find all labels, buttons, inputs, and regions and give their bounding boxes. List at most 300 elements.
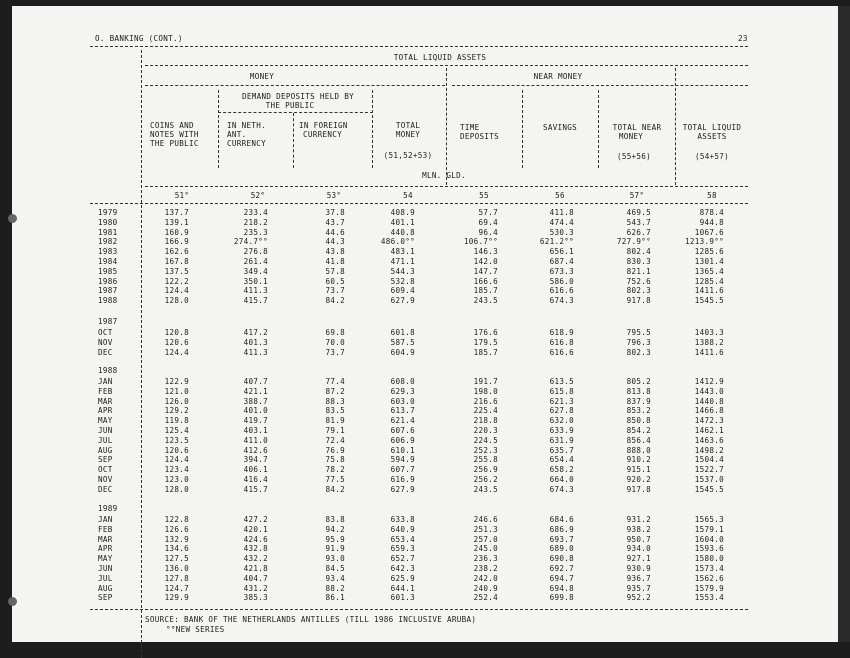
table-cell: 604.9 [390, 347, 415, 357]
rule [90, 46, 748, 47]
table-cell: 618.9 [549, 328, 574, 337]
table-cell: 106.7°° [463, 237, 498, 247]
header-time-deposits: DEPOSITS [460, 132, 499, 141]
table-cell: 601.8 [390, 328, 415, 337]
table-cell: 1440.8 [694, 396, 724, 406]
table-cell: 240.9 [473, 583, 498, 593]
table-cell: 246.6 [473, 515, 498, 524]
table-cell: 69.4 [478, 217, 498, 227]
table-cell: 1562.6 [694, 573, 724, 583]
table-cell: 633.9 [549, 426, 574, 435]
table-cell: 613.5 [549, 377, 574, 386]
table-cell: 125.4 [164, 426, 189, 435]
header-money: MONEY [249, 72, 275, 81]
table-cell: 821.1 [626, 266, 651, 276]
table-cell: 243.5 [473, 296, 498, 306]
header-total-near-money: MONEY [618, 132, 644, 141]
column-rule [598, 90, 599, 168]
table-cell: 256.9 [473, 465, 498, 475]
row-label: 1984 [98, 257, 118, 266]
table-cell: 120.6 [164, 337, 189, 347]
table-cell: 122.9 [164, 377, 189, 386]
table-cell: 1565.3 [694, 515, 724, 524]
table-cell: 1411.6 [694, 347, 724, 357]
table-cell: 124.4 [164, 286, 189, 296]
row-label: MAY [98, 554, 113, 564]
page-number: 23 [738, 34, 748, 43]
row-label: DEC [98, 347, 113, 357]
header-total-money: MONEY [395, 130, 421, 139]
column-code: 57° [629, 191, 645, 200]
table-cell: 256.2 [473, 475, 498, 484]
binding-edge [838, 6, 850, 642]
table-cell: 412.6 [243, 445, 268, 455]
table-cell: 238.2 [473, 564, 498, 573]
table-cell: 261.4 [243, 257, 268, 266]
table-cell: 931.2 [626, 515, 651, 524]
header-total-money-formula: (51,52+53) [383, 151, 433, 160]
column-code: 53° [326, 191, 342, 200]
table-cell: 1545.5 [694, 296, 724, 306]
row-label: 1983 [98, 247, 118, 257]
rule [90, 609, 748, 610]
table-cell: 950.7 [626, 534, 651, 544]
binder-hole [8, 597, 17, 606]
table-cell: 938.2 [626, 524, 651, 534]
table-cell: 160.9 [164, 227, 189, 237]
table-cell: 236.3 [473, 554, 498, 564]
section-title: O. BANKING (CONT.) [95, 34, 183, 43]
rule [452, 85, 748, 86]
table-cell: 699.8 [549, 593, 574, 603]
table-cell: 411.8 [549, 208, 574, 217]
row-label: JAN [98, 515, 113, 524]
table-cell: 407.7 [243, 377, 268, 386]
table-cell: 421.8 [243, 564, 268, 573]
table-cell: 1411.6 [694, 286, 724, 296]
table-cell: 802.4 [626, 247, 651, 257]
table-cell: 185.7 [473, 286, 498, 296]
row-label: OCT [98, 328, 113, 337]
table-cell: 934.0 [626, 544, 651, 554]
table-cell: 93.0 [325, 554, 345, 564]
header-total-near-money: TOTAL NEAR [612, 123, 662, 132]
table-cell: 1285.6 [694, 247, 724, 257]
table-cell: 1573.4 [694, 564, 724, 573]
table-cell: 795.5 [626, 328, 651, 337]
table-cell: 139.1 [164, 217, 189, 227]
table-cell: 424.6 [243, 534, 268, 544]
header-total-liquid-formula: (54+57) [694, 152, 730, 161]
table-cell: 73.7 [325, 286, 345, 296]
table-cell: 483.1 [390, 247, 415, 257]
table-cell: 853.2 [626, 406, 651, 416]
row-label: SEP [98, 455, 113, 465]
table-cell: 176.6 [473, 328, 498, 337]
row-label: APR [98, 544, 113, 554]
row-label: OCT [98, 465, 113, 475]
table-cell: 41.8 [325, 257, 345, 266]
table-cell: 167.8 [164, 257, 189, 266]
table-cell: 127.8 [164, 573, 189, 583]
table-cell: 251.3 [473, 524, 498, 534]
header-neth-currency: CURRENCY [227, 139, 266, 148]
row-label: FEB [98, 524, 113, 534]
table-cell: 613.7 [390, 406, 415, 416]
table-cell: 408.9 [390, 208, 415, 217]
year-heading: 1987 [98, 317, 118, 326]
table-cell: 727.9°° [616, 237, 651, 247]
table-cell: 474.4 [549, 217, 574, 227]
table-cell: 84.5 [325, 564, 345, 573]
table-cell: 629.3 [390, 386, 415, 396]
table-cell: 1593.6 [694, 544, 724, 554]
table-cell: 1213.9°° [685, 237, 724, 247]
table-cell: 83.5 [325, 406, 345, 416]
table-cell: 1472.3 [694, 416, 724, 426]
table-cell: 73.7 [325, 347, 345, 357]
table-cell: 191.7 [473, 377, 498, 386]
table-cell: 255.8 [473, 455, 498, 465]
table-cell: 837.9 [626, 396, 651, 406]
table-cell: 1365.4 [694, 266, 724, 276]
table-cell: 124.4 [164, 347, 189, 357]
table-cell: 79.1 [325, 426, 345, 435]
table-cell: 659.3 [390, 544, 415, 554]
row-label: JUL [98, 435, 113, 445]
header-foreign-currency: IN FOREIGN [299, 121, 348, 130]
table-cell: 349.4 [243, 266, 268, 276]
table-cell: 44.6 [325, 227, 345, 237]
table-cell: 440.8 [390, 227, 415, 237]
table-cell: 1463.6 [694, 435, 724, 445]
table-cell: 610.1 [390, 445, 415, 455]
table-cell: 88.3 [325, 396, 345, 406]
table-cell: 132.9 [164, 534, 189, 544]
table-cell: 1545.5 [694, 484, 724, 494]
table-cell: 616.6 [549, 286, 574, 296]
table-cell: 587.5 [390, 337, 415, 347]
table-cell: 944.8 [699, 217, 724, 227]
table-cell: 245.0 [473, 544, 498, 554]
rule [145, 85, 445, 86]
table-cell: 257.0 [473, 534, 498, 544]
table-cell: 81.9 [325, 416, 345, 426]
table-cell: 627.9 [390, 484, 415, 494]
table-cell: 1580.0 [694, 554, 724, 564]
table-cell: 403.1 [243, 426, 268, 435]
row-label: 1982 [98, 237, 118, 247]
table-cell: 917.8 [626, 484, 651, 494]
table-cell: 417.2 [243, 328, 268, 337]
table-cell: 644.1 [390, 583, 415, 593]
table-cell: 543.7 [626, 217, 651, 227]
table-cell: 653.4 [390, 534, 415, 544]
table-cell: 626.7 [626, 227, 651, 237]
row-label: MAR [98, 396, 113, 406]
table-cell: 88.2 [325, 583, 345, 593]
table-cell: 404.7 [243, 573, 268, 583]
table-cell: 606.9 [390, 435, 415, 445]
table-cell: 632.0 [549, 416, 574, 426]
header-time-deposits: TIME [460, 123, 480, 132]
table-cell: 1443.0 [694, 386, 724, 396]
table-cell: 120.8 [164, 328, 189, 337]
table-cell: 162.6 [164, 247, 189, 257]
table-cell: 225.4 [473, 406, 498, 416]
table-cell: 486.0°° [380, 237, 415, 247]
table-cell: 952.2 [626, 593, 651, 603]
table-cell: 406.1 [243, 465, 268, 475]
table-cell: 621.3 [549, 396, 574, 406]
table-cell: 124.4 [164, 455, 189, 465]
table-cell: 401.1 [390, 217, 415, 227]
table-cell: 427.2 [243, 515, 268, 524]
table-cell: 1537.0 [694, 475, 724, 484]
table-cell: 656.1 [549, 247, 574, 257]
header-near-money: NEAR MONEY [533, 72, 583, 81]
table-cell: 432.2 [243, 554, 268, 564]
table-cell: 1412.9 [694, 377, 724, 386]
rule [90, 203, 748, 204]
table-cell: 235.3 [243, 227, 268, 237]
table-cell: 601.3 [390, 593, 415, 603]
table-cell: 878.4 [699, 208, 724, 217]
table-cell: 119.8 [164, 416, 189, 426]
table-cell: 95.9 [325, 534, 345, 544]
column-code: 52° [250, 191, 266, 200]
table-cell: 586.0 [549, 276, 574, 286]
column-rule [522, 90, 523, 168]
table-cell: 1604.0 [694, 534, 724, 544]
table-cell: 415.7 [243, 296, 268, 306]
table-cell: 915.1 [626, 465, 651, 475]
table-cell: 1522.7 [694, 465, 724, 475]
rule [218, 112, 373, 113]
row-label: 1981 [98, 227, 118, 237]
table-cell: 72.4 [325, 435, 345, 445]
row-label: APR [98, 406, 113, 416]
table-cell: 431.2 [243, 583, 268, 593]
table-cell: 274.7°° [233, 237, 268, 247]
table-cell: 469.5 [626, 208, 651, 217]
year-heading: 1988 [98, 366, 118, 375]
row-label: JAN [98, 377, 113, 386]
table-cell: 415.7 [243, 484, 268, 494]
header-neth-currency: IN NETH. [227, 121, 266, 130]
header-demand-deposits: DEMAND DEPOSITS HELD BY [241, 92, 355, 101]
row-label: MAY [98, 416, 113, 426]
table-cell: 802.3 [626, 286, 651, 296]
table-cell: 1462.1 [694, 426, 724, 435]
table-cell: 752.6 [626, 276, 651, 286]
table-cell: 1301.4 [694, 257, 724, 266]
row-label: NOV [98, 337, 113, 347]
header-total-near-formula: (55+56) [616, 152, 652, 161]
table-cell: 642.3 [390, 564, 415, 573]
table-cell: 147.7 [473, 266, 498, 276]
table-cell: 631.9 [549, 435, 574, 445]
row-label: NOV [98, 475, 113, 484]
table-cell: 385.3 [243, 593, 268, 603]
table-cell: 94.2 [325, 524, 345, 534]
table-cell: 920.2 [626, 475, 651, 484]
table-cell: 60.5 [325, 276, 345, 286]
rule [145, 65, 748, 66]
row-label: MAR [98, 534, 113, 544]
table-cell: 471.1 [390, 257, 415, 266]
table-cell: 850.8 [626, 416, 651, 426]
header-neth-currency: ANT. [227, 130, 247, 139]
table-cell: 692.7 [549, 564, 574, 573]
row-label: 1979 [98, 208, 118, 217]
table-cell: 96.4 [478, 227, 498, 237]
table-cell: 123.4 [164, 465, 189, 475]
table-cell: 243.5 [473, 484, 498, 494]
table-cell: 129.9 [164, 593, 189, 603]
table-cell: 420.1 [243, 524, 268, 534]
table-cell: 185.7 [473, 347, 498, 357]
table-cell: 627.9 [390, 296, 415, 306]
table-cell: 830.3 [626, 257, 651, 266]
table-cell: 603.0 [390, 396, 415, 406]
table-cell: 122.8 [164, 515, 189, 524]
table-cell: 664.0 [549, 475, 574, 484]
table-cell: 530.3 [549, 227, 574, 237]
table-cell: 609.4 [390, 286, 415, 296]
table-cell: 179.5 [473, 337, 498, 347]
binder-hole [8, 214, 17, 223]
table-cell: 78.2 [325, 465, 345, 475]
table-cell: 401.0 [243, 406, 268, 416]
table-cell: 936.7 [626, 573, 651, 583]
table-cell: 805.2 [626, 377, 651, 386]
table-cell: 224.5 [473, 435, 498, 445]
table-cell: 684.6 [549, 515, 574, 524]
table-cell: 1388.2 [694, 337, 724, 347]
table-cell: 44.3 [325, 237, 345, 247]
table-cell: 625.9 [390, 573, 415, 583]
table-cell: 75.8 [325, 455, 345, 465]
table-cell: 854.2 [626, 426, 651, 435]
year-heading: 1989 [98, 504, 118, 513]
table-cell: 694.7 [549, 573, 574, 583]
table-cell: 120.6 [164, 445, 189, 455]
table-cell: 43.7 [325, 217, 345, 227]
table-cell: 1553.4 [694, 593, 724, 603]
table-cell: 1579.1 [694, 524, 724, 534]
table-cell: 166.9 [164, 237, 189, 247]
table-cell: 1504.4 [694, 455, 724, 465]
row-label: 1986 [98, 276, 118, 286]
rule [145, 186, 748, 187]
table-cell: 142.0 [473, 257, 498, 266]
table-cell: 1403.3 [694, 328, 724, 337]
column-rule [293, 113, 294, 168]
table-cell: 76.9 [325, 445, 345, 455]
table-cell: 137.7 [164, 208, 189, 217]
table-cell: 607.6 [390, 426, 415, 435]
table-cell: 252.3 [473, 445, 498, 455]
table-cell: 350.1 [243, 276, 268, 286]
row-label: AUG [98, 445, 113, 455]
table-cell: 87.2 [325, 386, 345, 396]
table-cell: 532.8 [390, 276, 415, 286]
table-cell: 126.6 [164, 524, 189, 534]
table-cell: 93.4 [325, 573, 345, 583]
column-code: 55 [479, 191, 489, 200]
table-cell: 252.4 [473, 593, 498, 603]
row-label: 1988 [98, 296, 118, 306]
table-cell: 917.8 [626, 296, 651, 306]
row-label: DEC [98, 484, 113, 494]
table-cell: 416.4 [243, 475, 268, 484]
table-cell: 687.4 [549, 257, 574, 266]
table-cell: 77.5 [325, 475, 345, 484]
table-cell: 123.5 [164, 435, 189, 445]
table-cell: 608.0 [390, 377, 415, 386]
table-cell: 123.0 [164, 475, 189, 484]
table-cell: 544.3 [390, 266, 415, 276]
table-cell: 616.8 [549, 337, 574, 347]
source-note: SOURCE: BANK OF THE NETHERLANDS ANTILLES (TILL 1986 INCLUSIVE ARUBA) [145, 615, 477, 624]
row-label: 1987 [98, 286, 118, 296]
table-cell: 220.3 [473, 426, 498, 435]
table-cell: 935.7 [626, 583, 651, 593]
table-cell: 1285.4 [694, 276, 724, 286]
table-cell: 198.0 [473, 386, 498, 396]
table-cell: 615.8 [549, 386, 574, 396]
row-label: 1980 [98, 217, 118, 227]
table-cell: 77.4 [325, 377, 345, 386]
table-cell: 1067.6 [694, 227, 724, 237]
table-cell: 616.6 [549, 347, 574, 357]
table-cell: 616.9 [390, 475, 415, 484]
table-cell: 690.8 [549, 554, 574, 564]
table-cell: 654.4 [549, 455, 574, 465]
table-cell: 146.3 [473, 247, 498, 257]
table-cell: 607.7 [390, 465, 415, 475]
table-cell: 419.7 [243, 416, 268, 426]
column-code: 51° [174, 191, 190, 200]
table-cell: 57.8 [325, 266, 345, 276]
table-cell: 594.9 [390, 455, 415, 465]
table-cell: 137.5 [164, 266, 189, 276]
column-rule [446, 68, 447, 185]
table-cell: 621.2°° [539, 237, 574, 247]
table-cell: 693.7 [549, 534, 574, 544]
table-cell: 276.8 [243, 247, 268, 257]
table-cell: 136.0 [164, 564, 189, 573]
header-total-liquid-assets: TOTAL LIQUID ASSETS [393, 53, 487, 62]
table-cell: 84.2 [325, 296, 345, 306]
table-cell: 432.8 [243, 544, 268, 554]
header-foreign-currency: CURRENCY [303, 130, 342, 139]
table-cell: 694.8 [549, 583, 574, 593]
table-cell: 121.0 [164, 386, 189, 396]
table-cell: 37.8 [325, 208, 345, 217]
table-cell: 673.3 [549, 266, 574, 276]
header-total-liquid: TOTAL LIQUID [682, 123, 742, 132]
table-cell: 126.0 [164, 396, 189, 406]
table-cell: 633.8 [390, 515, 415, 524]
row-label: JUN [98, 564, 113, 573]
table-cell: 129.2 [164, 406, 189, 416]
table-cell: 1579.9 [694, 583, 724, 593]
header-coins: COINS AND [150, 121, 194, 130]
table-cell: 674.3 [549, 484, 574, 494]
unit-label: MLN. GLD. [422, 171, 466, 180]
